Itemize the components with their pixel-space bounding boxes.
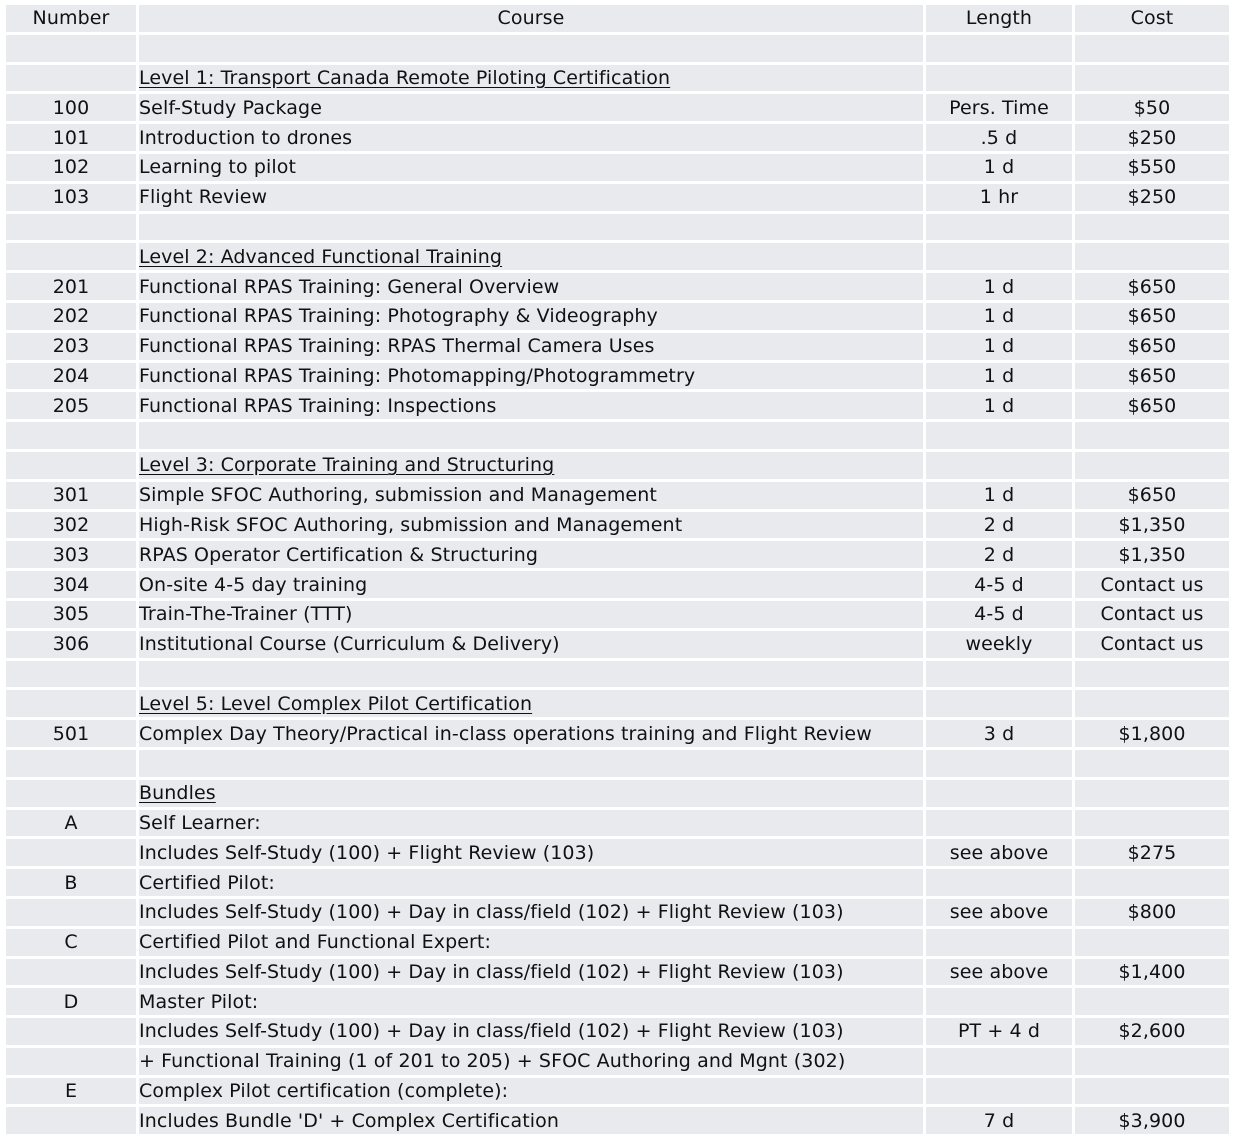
cost-cell: [1075, 303, 1229, 330]
cost-cell-text: $3,900: [1118, 1109, 1186, 1132]
number-cell: [6, 214, 136, 241]
table-row: [6, 333, 1229, 360]
cost-cell: [1075, 810, 1229, 837]
course-cell: [139, 214, 923, 241]
cost-cell: [1075, 273, 1229, 300]
course-cell-text: RPAS Operator Certification & Structuring: [139, 543, 539, 566]
length-cell-text: 1 d: [983, 364, 1015, 387]
cost-cell: [1075, 214, 1229, 241]
number-cell: [6, 303, 136, 330]
cost-cell-text: $50: [1133, 96, 1171, 119]
length-cell: [926, 124, 1072, 151]
course-cell: [139, 988, 923, 1015]
cost-cell-text: $800: [1127, 901, 1177, 924]
length-cell-text: PT + 4 d: [957, 1020, 1041, 1043]
cost-cell: [1075, 839, 1229, 866]
cost-cell: [1075, 422, 1229, 449]
number-cell: [6, 571, 136, 598]
number-cell: [6, 959, 136, 986]
length-cell: [926, 661, 1072, 688]
course-cell: [139, 512, 923, 539]
table-row: [6, 541, 1229, 568]
blank-row: [6, 750, 1229, 777]
course-cell: [139, 571, 923, 598]
blank-row: [6, 661, 1229, 688]
table-row: [6, 631, 1229, 658]
course-cell-text: Train-The-Trainer (TTT): [139, 603, 353, 626]
cost-cell: [1075, 750, 1229, 777]
number-cell: [6, 184, 136, 211]
length-cell-text: Pers. Time: [949, 96, 1049, 119]
course-cell-text: Certified Pilot:: [139, 871, 275, 894]
table-row: [6, 154, 1229, 181]
length-cell: [926, 303, 1072, 330]
course-cell-text: High-Risk SFOC Authoring, submission and Management: [139, 513, 683, 536]
cost-cell: [1075, 482, 1229, 509]
course-cell-text: Includes Self-Study (100) + Day in class/field (102) + Flight Review (103): [139, 1020, 844, 1043]
number-cell-text: 203: [52, 335, 90, 358]
table-row: [6, 959, 1229, 986]
number-cell: [6, 869, 136, 896]
length-cell: [926, 1078, 1072, 1105]
course-cell-text: Institutional Course (Curriculum & Delivery): [139, 633, 560, 656]
table-row: [6, 571, 1229, 598]
course-cell-text: Self-Study Package: [139, 96, 322, 119]
course-cell: [139, 363, 923, 390]
cost-cell: [1075, 392, 1229, 419]
table-row: [6, 512, 1229, 539]
cost-cell-text: Contact us: [1100, 603, 1204, 626]
table-row: [6, 94, 1229, 121]
length-cell-text: 1 hr: [979, 186, 1019, 209]
length-cell-text: see above: [949, 960, 1049, 983]
course-cell: [139, 65, 923, 92]
number-cell-text: 304: [52, 573, 90, 596]
length-cell-text: see above: [949, 901, 1049, 924]
cost-cell: [1075, 1078, 1229, 1105]
number-cell: [6, 154, 136, 181]
course-cell: [139, 1048, 923, 1075]
course-cell: [139, 124, 923, 151]
cost-cell: [1075, 541, 1229, 568]
number-cell: [6, 720, 136, 747]
number-cell: [6, 929, 136, 956]
number-cell-text: E: [64, 1080, 78, 1103]
number-cell: [6, 541, 136, 568]
header-row: [6, 5, 1229, 32]
table-row: [6, 1048, 1229, 1075]
number-cell-text: 301: [52, 484, 90, 507]
cost-cell: [1075, 631, 1229, 658]
course-cell: [139, 1078, 923, 1105]
course-cell: [139, 959, 923, 986]
course-cell-text: Functional RPAS Training: RPAS Thermal Camera Uses: [139, 335, 655, 358]
course-cell-text: Complex Pilot certification (complete):: [139, 1080, 509, 1103]
course-cell: [139, 303, 923, 330]
course-cell: [139, 452, 923, 479]
length-cell: [926, 243, 1072, 270]
section-header-row: [6, 452, 1229, 479]
cost-cell: [1075, 959, 1229, 986]
table-row: [6, 363, 1229, 390]
length-cell-text: see above: [949, 841, 1049, 864]
cost-cell-text: $650: [1127, 335, 1177, 358]
table-row: [6, 929, 1229, 956]
section-header-row: [6, 243, 1229, 270]
number-cell-text: C: [64, 931, 78, 954]
length-cell: [926, 869, 1072, 896]
course-cell: [139, 720, 923, 747]
length-cell: [926, 720, 1072, 747]
course-cell-text: Functional RPAS Training: General Overview: [139, 275, 560, 298]
cost-cell: [1075, 780, 1229, 807]
number-cell: [6, 601, 136, 628]
course-cell: [139, 422, 923, 449]
number-cell: [6, 780, 136, 807]
number-cell-text: 201: [52, 275, 90, 298]
number-cell: [6, 363, 136, 390]
cost-cell: [1075, 512, 1229, 539]
course-cell-text: Introduction to drones: [139, 126, 353, 149]
table-row: [6, 1078, 1229, 1105]
cost-cell: [1075, 35, 1229, 62]
course-cell: [139, 750, 923, 777]
cost-cell-text: $650: [1127, 305, 1177, 328]
table-row: [6, 839, 1229, 866]
length-cell-text: 7 d: [983, 1109, 1015, 1132]
course-cell: [139, 541, 923, 568]
cost-cell: [1075, 94, 1229, 121]
cost-cell: [1075, 184, 1229, 211]
number-cell: [6, 1018, 136, 1045]
length-cell: [926, 899, 1072, 926]
course-cell-text: Certified Pilot and Functional Expert:: [139, 931, 491, 954]
length-cell: [926, 839, 1072, 866]
header-number: Number: [6, 5, 136, 32]
cost-cell: [1075, 988, 1229, 1015]
course-cell-text: + Functional Training (1 of 201 to 205) + SFOC Authoring and Mgnt (302): [139, 1050, 846, 1073]
table-row: [6, 482, 1229, 509]
course-cell: [139, 273, 923, 300]
course-cell: [139, 94, 923, 121]
course-cell-text: Includes Self-Study (100) + Day in class/field (102) + Flight Review (103): [139, 960, 844, 983]
number-cell: [6, 988, 136, 1015]
number-cell-text: 205: [52, 394, 90, 417]
cost-cell: [1075, 1018, 1229, 1045]
course-cell-text: Flight Review: [139, 186, 268, 209]
header-length: Length: [926, 5, 1072, 32]
course-cell-text: On-site 4-5 day training: [139, 573, 368, 596]
length-cell-text: 1 d: [983, 484, 1015, 507]
cost-cell-text: $650: [1127, 484, 1177, 507]
course-cell-text: Includes Self-Study (100) + Flight Review (103): [139, 841, 595, 864]
length-cell: [926, 422, 1072, 449]
cost-cell-text: $250: [1127, 126, 1177, 149]
number-cell: [6, 452, 136, 479]
section-header-row: [6, 690, 1229, 717]
cost-cell-text: $250: [1127, 186, 1177, 209]
length-cell-text: 1 d: [983, 275, 1015, 298]
table-row: [6, 124, 1229, 151]
header-cost: Cost: [1075, 5, 1229, 32]
cost-cell-text: $650: [1127, 275, 1177, 298]
length-cell-text: 1 d: [983, 394, 1015, 417]
cost-cell-text: Contact us: [1100, 573, 1204, 596]
length-cell: [926, 750, 1072, 777]
course-cell: [139, 780, 923, 807]
length-cell-text: 2 d: [983, 513, 1015, 536]
length-cell: [926, 363, 1072, 390]
length-cell-text: 4-5 d: [974, 573, 1024, 596]
cost-cell: [1075, 601, 1229, 628]
course-cell-text: Simple SFOC Authoring, submission and Management: [139, 484, 657, 507]
course-cell-text: Functional RPAS Training: Photography & Videography: [139, 305, 658, 328]
length-cell: [926, 392, 1072, 419]
section-title: Level 3: Corporate Training and Structuring: [139, 454, 555, 477]
cost-cell-text: $650: [1127, 394, 1177, 417]
number-cell: [6, 482, 136, 509]
cost-cell: [1075, 124, 1229, 151]
course-cell-text: Learning to pilot: [139, 156, 297, 179]
number-cell-text: 305: [52, 603, 90, 626]
course-cell-text: Includes Bundle 'D' + Complex Certification: [139, 1109, 559, 1132]
length-cell-text: 1 d: [983, 156, 1015, 179]
number-cell-text: D: [63, 990, 79, 1013]
length-cell: [926, 631, 1072, 658]
length-cell: [926, 541, 1072, 568]
course-cell: [139, 154, 923, 181]
length-cell: [926, 184, 1072, 211]
length-cell-text: 3 d: [983, 722, 1015, 745]
length-cell: [926, 65, 1072, 92]
table-row: [6, 899, 1229, 926]
number-cell: [6, 1048, 136, 1075]
table-row: [6, 601, 1229, 628]
course-cell: [139, 631, 923, 658]
course-cell: [139, 243, 923, 270]
length-cell-text: 1 d: [983, 305, 1015, 328]
cost-cell: [1075, 899, 1229, 926]
number-cell: [6, 65, 136, 92]
number-cell: [6, 810, 136, 837]
number-cell-text: 303: [52, 543, 90, 566]
number-cell: [6, 512, 136, 539]
number-cell-text: 102: [52, 156, 90, 179]
number-cell: [6, 690, 136, 717]
number-cell: [6, 35, 136, 62]
course-cell-text: Functional RPAS Training: Photomapping/Photogrammetry: [139, 364, 696, 387]
course-cell: [139, 661, 923, 688]
cost-cell: [1075, 720, 1229, 747]
number-cell-text: 103: [52, 186, 90, 209]
number-cell: [6, 273, 136, 300]
cost-cell: [1075, 571, 1229, 598]
cost-cell: [1075, 1107, 1229, 1134]
course-cell: [139, 1018, 923, 1045]
length-cell: [926, 571, 1072, 598]
number-cell-text: 202: [52, 305, 90, 328]
cost-cell: [1075, 690, 1229, 717]
table-row: [6, 1107, 1229, 1134]
number-cell-text: 204: [52, 364, 90, 387]
course-cell-text: Functional RPAS Training: Inspections: [139, 394, 497, 417]
length-cell: [926, 601, 1072, 628]
course-cell: [139, 482, 923, 509]
number-cell-text: 101: [52, 126, 90, 149]
cost-cell-text: $550: [1127, 156, 1177, 179]
cost-cell: [1075, 452, 1229, 479]
cost-cell: [1075, 65, 1229, 92]
length-cell: [926, 1048, 1072, 1075]
number-cell: [6, 124, 136, 151]
cost-cell-text: $1,800: [1118, 722, 1186, 745]
length-cell-text: .5 d: [980, 126, 1018, 149]
length-cell-text: 2 d: [983, 543, 1015, 566]
number-cell: [6, 899, 136, 926]
table-row: [6, 273, 1229, 300]
number-cell: [6, 392, 136, 419]
course-cell: [139, 929, 923, 956]
table-row: [6, 303, 1229, 330]
section-title: Level 2: Advanced Functional Training: [139, 245, 503, 268]
table-row: [6, 810, 1229, 837]
number-cell: [6, 1078, 136, 1105]
course-cell-text: Self Learner:: [139, 811, 261, 834]
cost-cell: [1075, 929, 1229, 956]
length-cell: [926, 452, 1072, 479]
length-cell: [926, 154, 1072, 181]
number-cell-text: A: [64, 811, 78, 834]
number-cell: [6, 1107, 136, 1134]
cost-cell: [1075, 661, 1229, 688]
cost-cell-text: Contact us: [1100, 633, 1204, 656]
course-cell-text: Master Pilot:: [139, 990, 259, 1013]
length-cell: [926, 482, 1072, 509]
course-cell: [139, 869, 923, 896]
length-cell-text: 4-5 d: [974, 603, 1024, 626]
table-row: [6, 392, 1229, 419]
cost-cell-text: $1,350: [1118, 543, 1186, 566]
blank-row: [6, 422, 1229, 449]
section-title: Level 5: Level Complex Pilot Certification: [139, 692, 533, 715]
course-cell: [139, 899, 923, 926]
length-cell: [926, 690, 1072, 717]
length-cell: [926, 273, 1072, 300]
course-cell: [139, 392, 923, 419]
section-header-row: [6, 780, 1229, 807]
cost-cell-text: $1,400: [1118, 960, 1186, 983]
course-cell: [139, 184, 923, 211]
length-cell: [926, 988, 1072, 1015]
table-row: [6, 720, 1229, 747]
number-cell-text: 501: [52, 722, 90, 745]
table-row: [6, 1018, 1229, 1045]
course-cell: [139, 35, 923, 62]
cost-cell: [1075, 243, 1229, 270]
cost-cell: [1075, 363, 1229, 390]
header-course: Course: [139, 5, 923, 32]
table-row: [6, 184, 1229, 211]
cost-cell: [1075, 154, 1229, 181]
length-cell: [926, 1107, 1072, 1134]
number-cell: [6, 243, 136, 270]
length-cell: [926, 35, 1072, 62]
length-cell: [926, 780, 1072, 807]
number-cell: [6, 94, 136, 121]
cost-cell: [1075, 869, 1229, 896]
cost-cell-text: $650: [1127, 364, 1177, 387]
course-cell: [139, 810, 923, 837]
length-cell: [926, 214, 1072, 241]
course-cell: [139, 839, 923, 866]
number-cell: [6, 661, 136, 688]
number-cell-text: 302: [52, 513, 90, 536]
number-cell: [6, 631, 136, 658]
course-cell-text: Includes Self-Study (100) + Day in class/field (102) + Flight Review (103): [139, 901, 844, 924]
length-cell-text: 1 d: [983, 335, 1015, 358]
length-cell: [926, 512, 1072, 539]
course-cell: [139, 333, 923, 360]
blank-row: [6, 35, 1229, 62]
cost-cell: [1075, 1048, 1229, 1075]
table-row: [6, 988, 1229, 1015]
course-cell: [139, 1107, 923, 1134]
course-price-table: [3, 2, 1232, 1137]
cost-cell-text: $1,350: [1118, 513, 1186, 536]
section-header-row: [6, 65, 1229, 92]
length-cell: [926, 1018, 1072, 1045]
number-cell: [6, 750, 136, 777]
cost-cell-text: $275: [1127, 841, 1177, 864]
number-cell-text: 100: [52, 96, 90, 119]
number-cell: [6, 333, 136, 360]
section-title: Bundles: [139, 782, 216, 805]
course-cell-text: Complex Day Theory/Practical in-class operations training and Flight Review: [139, 722, 872, 745]
length-cell-text: weekly: [965, 633, 1033, 656]
number-cell: [6, 422, 136, 449]
length-cell: [926, 959, 1072, 986]
course-cell: [139, 601, 923, 628]
section-title: Level 1: Transport Canada Remote Piloting Certification: [139, 66, 671, 89]
number-cell-text: B: [64, 871, 78, 894]
number-cell-text: 306: [52, 633, 90, 656]
length-cell: [926, 929, 1072, 956]
number-cell: [6, 839, 136, 866]
cost-cell: [1075, 333, 1229, 360]
length-cell: [926, 333, 1072, 360]
blank-row: [6, 214, 1229, 241]
table-row: [6, 869, 1229, 896]
length-cell: [926, 94, 1072, 121]
length-cell: [926, 810, 1072, 837]
cost-cell-text: $2,600: [1118, 1020, 1186, 1043]
course-cell: [139, 690, 923, 717]
